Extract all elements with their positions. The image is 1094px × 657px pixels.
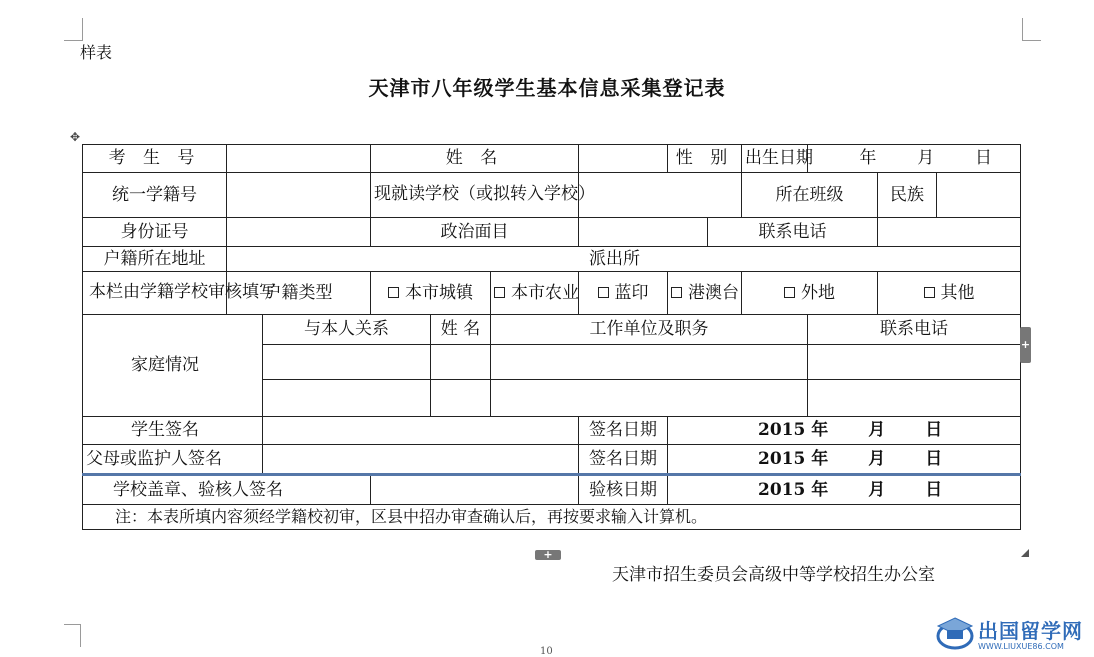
field-sign-date[interactable]: 2015 年 月 日: [668, 417, 1021, 445]
graduation-cap-logo-icon: [936, 614, 974, 652]
label-student-id: 统一学籍号: [83, 173, 227, 218]
birth-year-label: 年: [859, 148, 877, 169]
label-political: 政治面目: [371, 218, 579, 247]
option-rural[interactable]: 本市农业: [491, 272, 579, 315]
crop-mark-top-left: [64, 18, 83, 41]
header-family-phone: 联系电话: [808, 315, 1021, 345]
label-name: 姓 名: [371, 145, 579, 173]
label-current-school: 现就读学校（或拟转入学校）: [371, 173, 579, 218]
table-row: [83, 173, 1021, 218]
checkbox-icon[interactable]: [924, 287, 935, 298]
label-exam-no: 考 生 号: [83, 145, 227, 173]
table-row: [83, 445, 1021, 475]
field-phone[interactable]: [878, 218, 1021, 247]
watermark-logo: [936, 614, 1086, 654]
watermark-brand: 出国留学网: [978, 619, 1083, 643]
option-urban[interactable]: 本市城镇: [371, 272, 491, 315]
field-id-card[interactable]: [227, 218, 371, 247]
crop-mark-bottom-left: [64, 624, 81, 647]
label-sign-date: 签名日期: [579, 445, 668, 475]
checkbox-icon[interactable]: [671, 287, 682, 298]
label-hukou-address: 户籍所在地址: [83, 247, 227, 272]
label-verify-date: 验核日期: [579, 475, 668, 505]
label-school-fill: 本栏由学籍学校审核填写: [83, 272, 227, 315]
add-column-plus-icon[interactable]: +: [1020, 327, 1031, 363]
field-student-id[interactable]: [227, 173, 371, 218]
table-row: [83, 145, 1021, 173]
page-number: 10: [540, 646, 553, 657]
field-political[interactable]: [579, 218, 708, 247]
label-birth-date: 出生日期: [742, 145, 808, 173]
field-hukou-address[interactable]: [227, 247, 1021, 272]
label-family: 家庭情况: [83, 315, 263, 417]
header-workplace: 工作单位及职务: [491, 315, 808, 345]
form-title: 天津市八年级学生基本信息采集登记表: [368, 76, 726, 100]
option-other[interactable]: 其他: [878, 272, 1021, 315]
field-family-phone[interactable]: [808, 380, 1021, 417]
birth-month-label: 月: [917, 148, 935, 169]
resize-corner-icon[interactable]: [1021, 549, 1029, 557]
field-family-phone[interactable]: [808, 345, 1021, 380]
field-current-school[interactable]: [579, 173, 742, 218]
field-school-verify[interactable]: [371, 475, 579, 505]
label-id-card: 身份证号: [83, 218, 227, 247]
field-birth-date[interactable]: [808, 145, 1021, 173]
field-guardian-signature[interactable]: [263, 445, 579, 475]
crop-mark-top-right: [1022, 18, 1041, 41]
label-gender: 性 别: [668, 145, 742, 173]
table-row: [83, 272, 1021, 315]
form-note: 注：本表所填内容须经学籍校初审，区县中招办审查确认后，再按要求输入计算机。: [83, 505, 1021, 530]
table-row: [83, 475, 1021, 505]
field-ethnicity[interactable]: [937, 173, 1021, 218]
option-hk-macau-tw[interactable]: 港澳台: [668, 272, 742, 315]
field-student-signature[interactable]: [263, 417, 579, 445]
table-row: [83, 315, 1021, 345]
field-relation[interactable]: [263, 345, 431, 380]
watermark-url: WWW.LIUXUE86.COM: [978, 642, 1064, 651]
field-relation[interactable]: [263, 380, 431, 417]
field-family-name[interactable]: [431, 380, 491, 417]
label-class: 所在班级: [742, 173, 878, 218]
field-verify-date[interactable]: 2015 年 月 日: [668, 475, 1021, 505]
issuer-office: 天津市招生委员会高级中等学校招生办公室: [612, 565, 935, 585]
header-relation: 与本人关系: [263, 315, 431, 345]
table-row: [83, 218, 1021, 247]
field-workplace[interactable]: [491, 380, 808, 417]
move-handle-icon[interactable]: ✥: [69, 130, 81, 144]
table-row: [83, 417, 1021, 445]
checkbox-icon[interactable]: [494, 287, 505, 298]
label-guardian-signature: 父母或监护人签名: [83, 445, 263, 475]
checkbox-icon[interactable]: [388, 287, 399, 298]
field-workplace[interactable]: [491, 345, 808, 380]
field-sign-date[interactable]: 2015 年 月 日: [668, 445, 1021, 475]
label-phone: 联系电话: [708, 218, 878, 247]
field-exam-no[interactable]: [227, 145, 371, 173]
header-family-name: 姓 名: [431, 315, 491, 345]
field-name[interactable]: [579, 145, 668, 173]
label-sign-date: 签名日期: [579, 417, 668, 445]
birth-day-label: 日: [975, 148, 992, 169]
option-other-city[interactable]: 外地: [742, 272, 878, 315]
registration-form-table: [82, 144, 1021, 530]
option-blue-stamp[interactable]: 蓝印: [579, 272, 668, 315]
label-student-signature: 学生签名: [83, 417, 263, 445]
checkbox-icon[interactable]: [598, 287, 609, 298]
label-police-station: 派出所: [589, 248, 640, 269]
checkbox-icon[interactable]: [784, 287, 795, 298]
field-family-name[interactable]: [431, 345, 491, 380]
label-hukou-type: 户籍类型: [227, 272, 371, 315]
label-ethnicity: 民族: [878, 173, 937, 218]
table-row: [83, 505, 1021, 530]
table-row: [83, 247, 1021, 272]
add-row-plus-icon[interactable]: +: [535, 550, 561, 560]
sample-label: 样表: [80, 43, 113, 62]
label-school-verify: 学校盖章、验核人签名: [83, 475, 371, 505]
